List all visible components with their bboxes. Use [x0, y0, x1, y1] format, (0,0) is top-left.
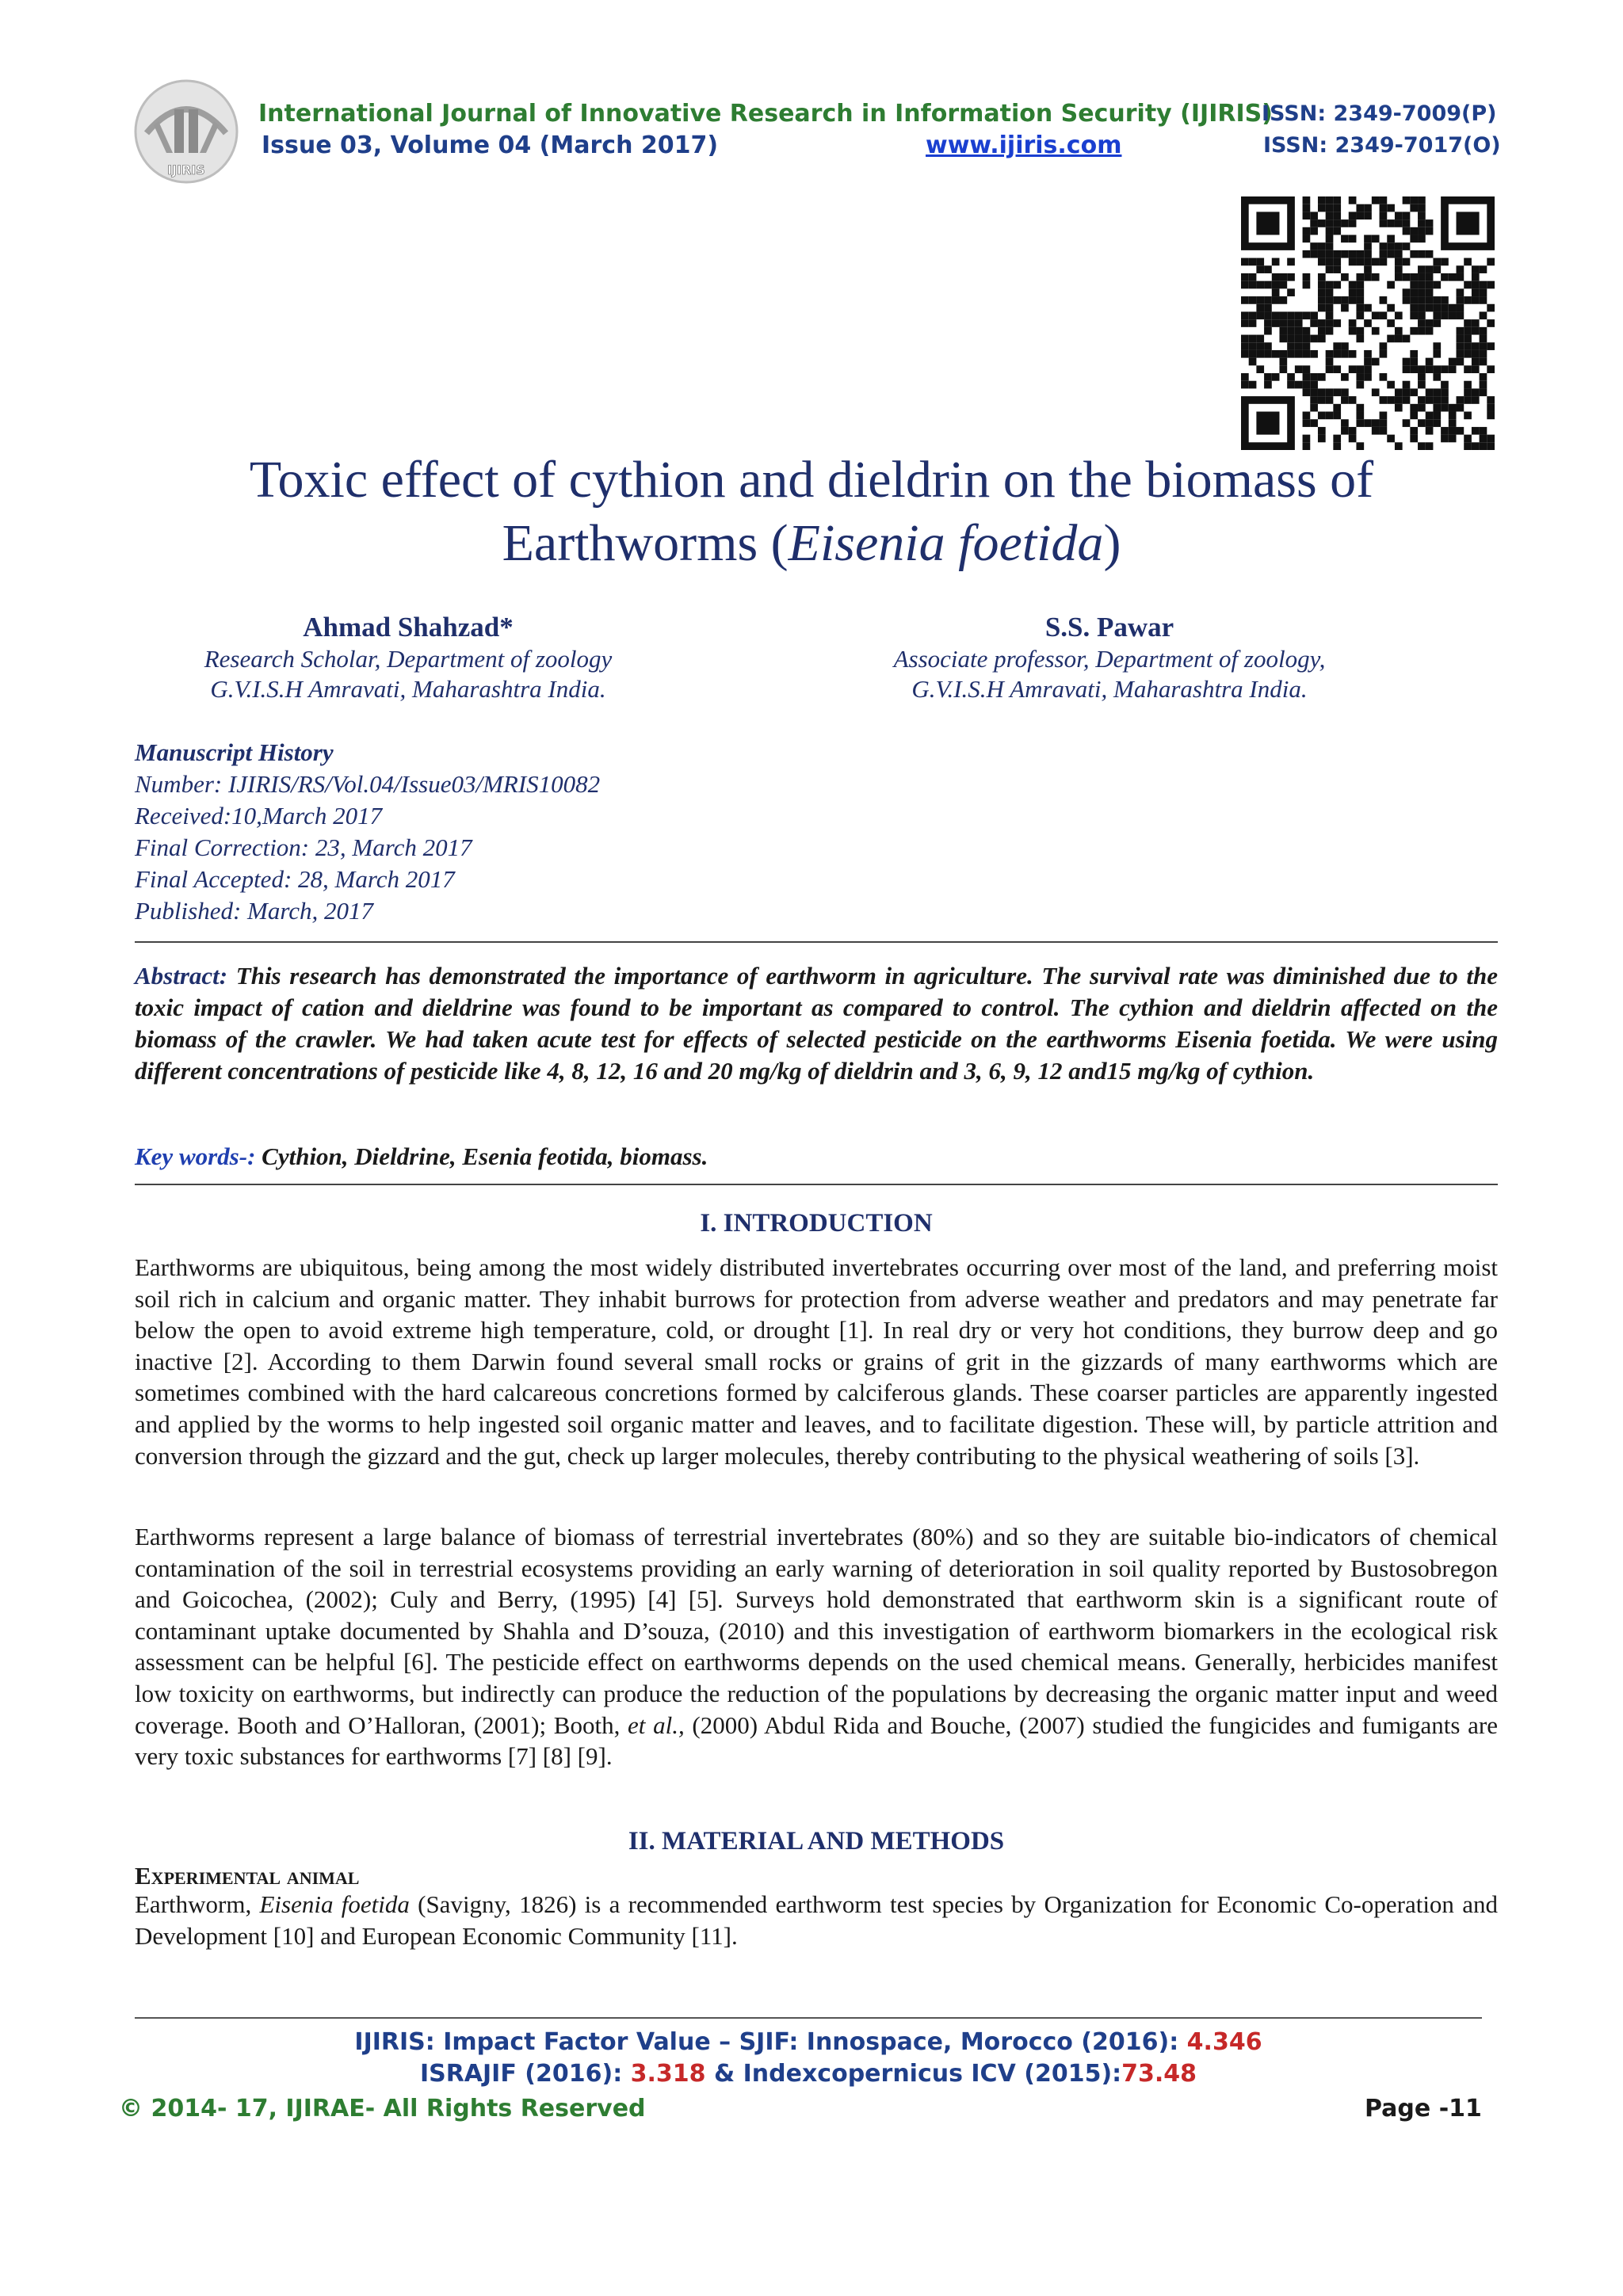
author-2-dept: Associate professor, Department of zoology,	[893, 645, 1326, 673]
keywords-text: Cythion, Dieldrine, Esenia feotida, biomass.	[262, 1142, 708, 1170]
subheading-experimental-animal: Experimental animal	[135, 1862, 360, 1890]
title-line-1: Toxic effect of cythion and dieldrin on the biomass of	[249, 451, 1374, 509]
divider-bottom	[135, 1184, 1498, 1185]
footer-indexing: ISRAJIF (2016): 3.318 & Indexcopernicus ICV (2015):73.48	[419, 2060, 1197, 2088]
manuscript-correction: Final Correction: 23, March 2017	[135, 833, 472, 861]
footer-impact-factor: IJIRIS: Impact Factor Value – SJIF: Innospace, Morocco (2016): 4.346	[354, 2028, 1262, 2056]
journal-name: International Journal of Innovative Research in Information Security (IJIRIS)	[258, 100, 1273, 128]
section-heading-methods: II. MATERIAL AND METHODS	[628, 1827, 1005, 1855]
abstract	[135, 960, 1498, 1087]
qr-code	[1241, 196, 1495, 450]
issue-info: Issue 03, Volume 04 (March 2017)	[262, 132, 719, 159]
author-1-dept: Research Scholar, Department of zoology	[204, 645, 613, 673]
abstract-text: This research has demonstrated the importance of earthworm in agriculture. The survival rate was diminished due to the toxic impact of cation and dieldrine was found to be important as compared to control. The cythion and dieldrin affected on the biomass of the crawler. We had taken acute test for effects of selected pesticide on the earthworms Eisenia foetida. We were using different concentrations of pesticide like 4, 8, 12, 16 and 20 mg/kg of dieldrin and 3, 6, 9, 12 and15 mg/kg of cythion.	[135, 962, 1499, 1085]
manuscript-number: Number: IJIRIS/RS/Vol.04/Issue03/MRIS10082	[135, 770, 601, 798]
manuscript-history-heading: Manuscript History	[135, 738, 334, 766]
intro-paragraph-2: Earthworms represent a large balance of biomass of terrestrial invertebrates (80%) and so they are suitable bio-indicators of chemical contamination of the soil in terrestrial ecosystems providing an early warning of deterioration in soil quality reported by Bustosobregon and Goicochea, (2002); Culy and Berry, (1995) [4] [5]. Surveys hold demonstrated that earthworm skin is a significant route of contaminant uptake documented by Shahla and D’souza, (2010) and this investigation of earthworm biomarkers in the ecological risk assessment can be helpful [6]. The pesticide effect on earthworms depends on the used chemical means. Generally, herbicides manifest low toxicity on earthworms, but indirectly can produce the reduction of the populations by decreasing the organic matter input and weed coverage. Booth and O’Halloran, (2001); Booth, et al., (2000) Abdul Rida and Bouche, (2007) studied the fungicides and fumigants are very toxic substances for earthworms [7] [8] [9].	[135, 1523, 1498, 1771]
keywords	[135, 1142, 708, 1171]
journal-logo	[127, 78, 246, 189]
section-heading-introduction: I. INTRODUCTION	[700, 1209, 933, 1238]
issn-print: ISSN: 2349-7009(P)	[1262, 101, 1497, 126]
svg-text:IJIRIS: IJIRIS	[167, 162, 205, 177]
author-1-name: Ahmad Shahzad*	[303, 612, 514, 643]
intro-paragraph-1: Earthworms are ubiquitous, being among the most widely distributed invertebrates occurring over most of the land, and preferring moist soil rich in calcium and organic matter. They inhabit burrows for protection from adverse weather and predators and may penetrate far below the open to avoid extreme high temperature, cold, or drought [1]. In real dry or very hot conditions, they burrow deep and go inactive [2]. According to them Darwin found several small rocks or grains of grit in the gizzards of many earthworms which are sometimes combined with the hard calcareous concretions formed by calciferous glands. These coarser particles are apparently ingested and applied by the worms to help ingested soil organic matter and leaves, and to facilitate digestion. These will, by particle attrition and conversion through the gizzard and the gut, check up larger molecules, thereby contributing to the physical weathering of soils [3].	[135, 1253, 1498, 1470]
footer-divider	[135, 2017, 1482, 2019]
title-line-2: Earthworms (Eisenia foetida)	[502, 514, 1121, 572]
divider-top	[135, 941, 1498, 943]
author-2-inst: G.V.I.S.H Amravati, Maharashtra India.	[911, 675, 1308, 703]
methods-paragraph: Earthworm, Eisenia foetida (Savigny, 1826) is a recommended earthworm test species by Organization for Economic Co-operation and Development [10] and European Economic Community [11].	[135, 1890, 1498, 1950]
keywords-label: Key words-:	[135, 1142, 256, 1170]
article-title	[95, 448, 1528, 575]
page-number: Page -11	[1365, 2095, 1482, 2122]
journal-url-link[interactable]: www.ijiris.com	[926, 132, 1122, 159]
manuscript-published: Published: March, 2017	[135, 897, 374, 925]
author-2-name: S.S. Pawar	[1044, 612, 1174, 643]
manuscript-received: Received:10,March 2017	[135, 802, 383, 830]
footer-copyright: © 2014- 17, IJIRAE- All Rights Reserved	[119, 2095, 646, 2122]
abstract-label: Abstract:	[135, 962, 228, 990]
issn-online: ISSN: 2349-7017(O)	[1263, 133, 1501, 158]
manuscript-accepted: Final Accepted: 28, March 2017	[135, 865, 455, 893]
author-1-inst: G.V.I.S.H Amravati, Maharashtra India.	[210, 675, 606, 703]
